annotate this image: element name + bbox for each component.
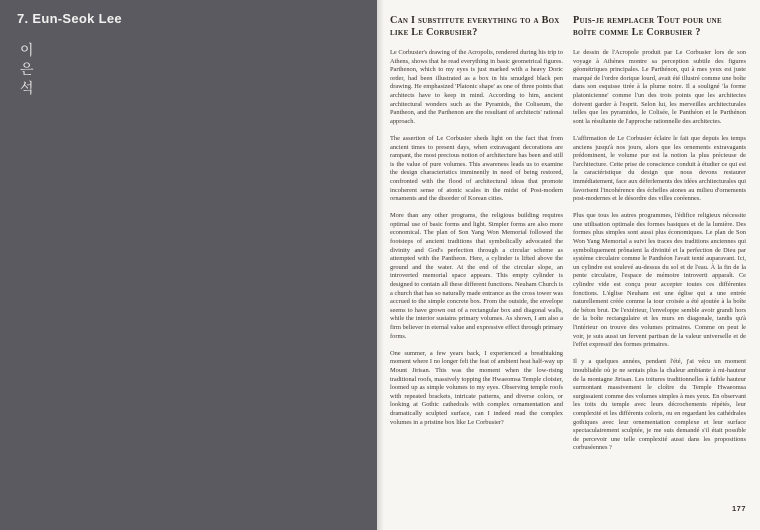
text-columns [390, 15, 746, 462]
author-name-korean [20, 42, 34, 99]
korean-char-3: 석 [20, 81, 34, 97]
french-paragraph-4: Il y a quelques années, pendant l'été, j'ai vécu un moment inoubliable où je ne sentais plus la chaleur ambiante à mi-hauteur de la montagne Jirisan. Les toitures traditionnelles à faible hauteur surmontant massivement le cloître du Temple Hwaeomsa surgissaient comme des volumes simples à mes yeux. En observant les toits du temple avec leurs décrochements répétés, leur complexité et les différents coloris, ou en regardant les cathédrales gothiques avec leur ornementation complexe et leur surface spectaculairement sculptée, je me suis demandé s'il était possible de percevoir une telle complexité aussi dans les propositions corbuséennes ? [573, 358, 746, 452]
english-column [390, 15, 563, 462]
page-number: 177 [731, 504, 746, 513]
french-paragraph-3: Plus que tous les autres programmes, l'édifice religieux nécessite une utilisation optimale des formes basiques et de la lumière. Des formes plus simples sont aussi plus économiques. Le plan de Son Won Yang Memorial a suivi les traces des traditions anciennes qui symboliquement prônaient la divinité et la perfection de Dieu par système circulaire comme le Panthéon l'avait tenté auparavant. Ici, un cylindre est soulevé au-dessus du sol et de l'eau. À la fin de la pente circulaire, l'espace de mémoire introverti apparaît. Ce cylindre vide est conçu pour accepter toutes ces différentes fonctions. L'église Neuham est une église qui a une entrée naturellement créée comme la tour croisée a été ajoutée à la boîte de béton brut. De l'extérieur, l'enveloppe semble avoir grandi hors de la boîte rectangulaire et les murs en diagonale, tandis qu'à l'intérieur on trouve des volumes primaires. Comme on peut le voir, je suis aussi un fervent partisan de la valeur universelle et de l'effet expressif des formes primaires. [573, 212, 746, 349]
english-paragraph-2: The assertion of Le Corbusier sheds light on the fact that from ancient times to present days, when extravagant decorations are rampant, the most precious notion of architecture has been and still is the value of pure volumes. This awareness leads us to examine the design characteristics imminently in need of being restored, confronted with the flood of architectural ideas that promote incoherent sense of atonic scales in the midst of Post-modern ornaments and the disorder of Korean cities. [390, 134, 563, 203]
book-page [377, 0, 760, 530]
french-paragraph-2: L'affirmation de Le Corbusier éclaire le fait que depuis les temps anciens jusqu'à nos jours, alors que les ornements extravagants prédominent, le volume pur est la notion la plus précieuse de l'architecture. Cette prise de conscience conduit à étudier ce qui est la caractéristique du design que nous devons restaurer immédiatement, face aux déferlements des idées architecturales qui favorisent l'incohérence des échelles atones au milieu d'ornements post-modernes et le désordre des villes coréennes. [573, 134, 746, 203]
french-paragraph-1: Le dessin de l'Acropole produit par Le Corbusier lors de son voyage à Athènes montre sa perception subtile des figures géométriques principales. Le Parthénon, qui à mes yeux est juste marqué de l'ordre dorique lourd, avait été illustré comme une boîte dans son esquisse tirée à la plume noire. Il a souligné 'la forme platonicienne' comme l'un des trois points que les architectes doivent garder à l'esprit. Selon lui, les merveilles architecturales telles que les pyramides, le Colisée, le Panthéon et le Parthénon sont la résultante de l'approche rationnelle des architectes. [573, 49, 746, 125]
korean-char-2: 은 [20, 62, 34, 78]
chapter-divider-panel [0, 0, 377, 530]
korean-char-1: 이 [20, 43, 34, 59]
chapter-label: 7. Eun-Seok Lee [17, 11, 122, 26]
english-paragraph-1: Le Corbusier's drawing of the Acropolis, rendered during his trip to Athens, shows that he read everything in basic geometrical figures. Parthenon, which to my eyes is just marked with a heavy Doric order, had been illustrated as a box in his smudged black pen drawing. He emphasized 'Platonic shape' as one of three points that architects have to keep in mind. According to him, ancient architectural wonders such as the Pyramids, the Coliseum, the Pantheon, and the Parthenon are the resultant of architects' rational approach. [390, 49, 563, 125]
english-paragraph-3: More than any other programs, the religious building requires optimal use of basic forms and light. Simpler forms are also more economical. The plan of Son Yang Won Memorial followed the footsteps of ancient traditions that symbolically advocated the divinity and God's perfection through a circular scheme as attempted with the Pantheon. Here, a cylinder is lifted above the ground and the water. At the end of the circular slope, an introverted memorial space appears. This empty cylinder is designed to contain all these different functions. Neuham Church is a church that has so naturally made entrance as the cross tower was accrued to the simple concrete box. From the outside, the envelope seems to have grown out of a rectangular box and diagonal walls, while the interior sustains primary volumes. As shown, I am also a firm believer in eternal value and expressive effect through primary forms. [390, 212, 563, 340]
article-title-french: Puis-je remplacer Tout pour une boîte comme Le Corbusier ? [573, 15, 722, 38]
french-column [573, 15, 746, 462]
english-paragraph-4: One summer, a few years back, I experienced a breathtaking moment where I no longer felt the feat of ambient heat half-way up Mount Jirisan. This was the moment when the low-rising traditional roofs, massively topping the Hwaeomsa Temple cloister, loomed up as simple volumes to my eyes. Observing temple roofs with repeated brackets, intricate patterns, and diverse colors, or looking at Gothic cathedrals with complex ornamentation and dramatically sculpted surface, can I indeed read the complex volumes in a pristine box like Le Corbusier? [390, 349, 563, 426]
page-gutter-shadow [377, 0, 384, 530]
article-title-english: Can I substitute everything to a Box like Le Corbusier? [390, 15, 560, 38]
